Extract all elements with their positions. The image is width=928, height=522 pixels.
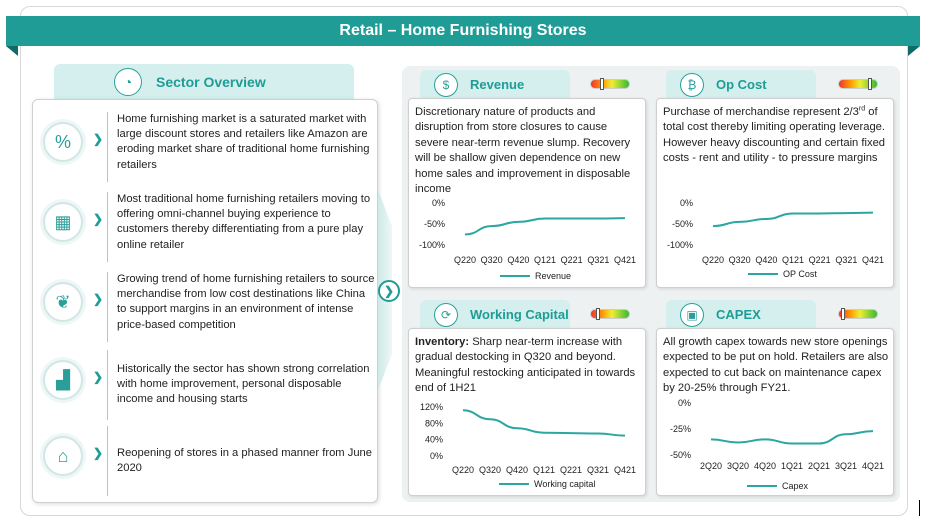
opcost-desc-post: of total cost thereby limiting operating leverage. However heavy discounting and certain fixed costs - rent and utility - to pressure margins [663, 106, 886, 165]
revenue-description: Discretionary nature of products and disruption from store closures to cause severe near-term revenue slump. Recovery will be shallow given dependence on new home sales and improvement in disposable income [415, 106, 631, 196]
opcost-description [663, 105, 891, 167]
gauge-pin [841, 308, 845, 320]
revenue-gauge [590, 79, 630, 89]
sector-item-5 [41, 426, 373, 498]
x-tick-label: 4Q20 [753, 461, 777, 471]
sector-item-3 [41, 272, 373, 344]
percent-hand-icon: % [43, 122, 83, 162]
sector-item-4 [41, 350, 373, 422]
storefront-icon: ▦ [43, 202, 83, 242]
series-line [711, 431, 873, 443]
working-capital-label: Working Capital [470, 307, 569, 322]
opcost-desc-pre: Purchase of merchandise represent 2/3 [663, 106, 859, 118]
x-tick-label: Q220 [451, 465, 475, 475]
sector-item-1 [41, 112, 373, 184]
x-tick-label: Q421 [613, 255, 637, 265]
chevron-right-icon: ❯ [93, 132, 104, 146]
y-tick-label: -25% [669, 424, 691, 434]
working-capital-description [415, 335, 643, 397]
plant-hand-icon: ❦ [43, 282, 83, 322]
sector-item-2 [41, 192, 373, 264]
legend-label: Revenue [535, 271, 572, 281]
banner-fold-right [908, 46, 920, 56]
y-tick-label: 0% [431, 198, 445, 208]
x-tick-label: Q320 [728, 255, 751, 265]
y-tick-label: 0% [429, 451, 443, 461]
money-bag-icon: ₿ [680, 73, 704, 97]
series-line [465, 218, 625, 234]
x-tick-label: 2Q20 [699, 461, 723, 471]
wc-desc: Sharp near-term increase with gradual destocking in Q320 and beyond. Meaningful restocking anticipated in towards end of 1H21 [415, 336, 636, 395]
x-tick-label: Q421 [613, 465, 637, 475]
pie-chart-icon: ◔ [114, 68, 142, 96]
x-tick-label: 2Q21 [807, 461, 831, 471]
working-capital-tab [420, 300, 570, 330]
chevron-right-icon: ❯ [93, 212, 104, 226]
opcost-card [656, 98, 894, 288]
expand-chevron-button[interactable]: ❯ [378, 280, 400, 302]
y-tick-label: -50% [669, 450, 691, 460]
revenue-card [408, 98, 646, 288]
working-capital-gauge [590, 309, 630, 319]
x-tick-label: Q420 [505, 465, 529, 475]
legend-label: Capex [782, 481, 809, 491]
x-tick-label: Q320 [480, 255, 503, 265]
page-title: Retail – Home Furnishing Stores [6, 16, 920, 46]
capex-card [656, 328, 894, 496]
x-tick-label: Q321 [835, 255, 858, 265]
revenue-label: Revenue [470, 77, 525, 92]
x-tick-label: Q320 [478, 465, 502, 475]
opcost-desc-sup: rd [858, 105, 866, 113]
sector-item-text: Reopening of stores in a phased manner from June 2020 [117, 447, 372, 475]
x-tick-label: Q221 [560, 255, 583, 265]
x-tick-label: Q121 [533, 255, 557, 265]
gauge-pin [596, 308, 600, 320]
y-tick-label: 80% [424, 418, 443, 429]
chevron-right-icon: ❯ [93, 292, 104, 306]
y-tick-label: -50% [671, 219, 693, 229]
working-capital-chart [409, 399, 647, 495]
x-tick-label: Q420 [507, 255, 530, 265]
cycle-icon: ⟳ [434, 303, 458, 327]
x-tick-label: 4Q21 [861, 461, 885, 471]
x-tick-label: Q221 [808, 255, 831, 265]
revenue-chart [409, 195, 647, 287]
revenue-tab [420, 70, 570, 100]
x-tick-label: Q220 [453, 255, 477, 265]
capex-chart [657, 395, 895, 495]
y-tick-label: -100% [418, 240, 445, 250]
x-tick-label: Q221 [559, 465, 583, 475]
growth-chart-icon: ▟ [43, 360, 83, 400]
opcost-tab [666, 70, 816, 100]
chevron-right-icon: ❯ [93, 446, 104, 460]
legend-label: Working capital [534, 479, 596, 489]
y-tick-label: 120% [419, 402, 443, 412]
capex-gauge [838, 309, 878, 319]
capex-description: All growth capex towards new store openings expected to be put on hold. Retailers are also expected to cut back on maintenance capex by 20-25% through FY21. [663, 336, 889, 395]
y-tick-label: 0% [677, 398, 691, 408]
store-reopen-icon: ⌂ [43, 436, 83, 476]
sector-item-text: Growing trend of home furnishing retailers to source merchandise from low cost destinations like China to support margins in an environment of intense price-based competition [117, 273, 375, 331]
banner-fold-left [6, 46, 18, 56]
y-tick-label: -50% [423, 219, 445, 229]
sector-item-text: Most traditional home furnishing retailers moving to offering omni-channel buying experience to customers thereby differentiating from a pure play online retailer [117, 193, 371, 251]
gauge-pin [600, 78, 604, 90]
item-divider [107, 350, 108, 420]
y-tick-label: -100% [666, 240, 693, 250]
legend-label: OP Cost [783, 269, 817, 279]
gauge-pin [868, 78, 872, 90]
text-cursor [919, 500, 920, 516]
x-tick-label: 1Q21 [780, 461, 804, 471]
series-line [713, 213, 873, 226]
series-line [463, 410, 625, 435]
x-tick-label: Q220 [701, 255, 725, 265]
item-divider [107, 272, 108, 342]
sector-item-text: Home furnishing market is a saturated market with large discount stores and retailers like Amazon are eroding market share of traditional home furnishing retailers [117, 113, 370, 171]
sector-item-text: Historically the sector has shown strong correlation with home improvement, personal disposable income and housing starts [117, 363, 370, 406]
revenue-icon: $ [434, 73, 458, 97]
x-tick-label: 3Q20 [726, 461, 750, 471]
capex-label: CAPEX [716, 307, 761, 322]
opcost-chart [657, 195, 895, 287]
sector-overview-tab [54, 64, 354, 100]
x-tick-label: Q321 [586, 465, 610, 475]
capex-tab [666, 300, 816, 330]
equipment-icon: ▣ [680, 303, 704, 327]
x-tick-label: Q321 [587, 255, 610, 265]
opcost-gauge [838, 79, 878, 89]
item-divider [107, 112, 108, 182]
x-tick-label: Q421 [861, 255, 885, 265]
x-tick-label: Q420 [755, 255, 778, 265]
opcost-label: Op Cost [716, 77, 767, 92]
x-tick-label: 3Q21 [834, 461, 858, 471]
sector-overview-panel [32, 99, 378, 503]
x-tick-label: Q121 [781, 255, 805, 265]
chevron-right-icon: ❯ [93, 370, 104, 384]
x-tick-label: Q121 [532, 465, 556, 475]
y-tick-label: 0% [679, 198, 693, 208]
wc-desc-bold: Inventory: [415, 336, 470, 348]
item-divider [107, 192, 108, 262]
working-capital-card [408, 328, 646, 496]
sector-overview-label: Sector Overview [156, 74, 266, 90]
y-tick-label: 40% [424, 434, 443, 445]
item-divider [107, 426, 108, 496]
